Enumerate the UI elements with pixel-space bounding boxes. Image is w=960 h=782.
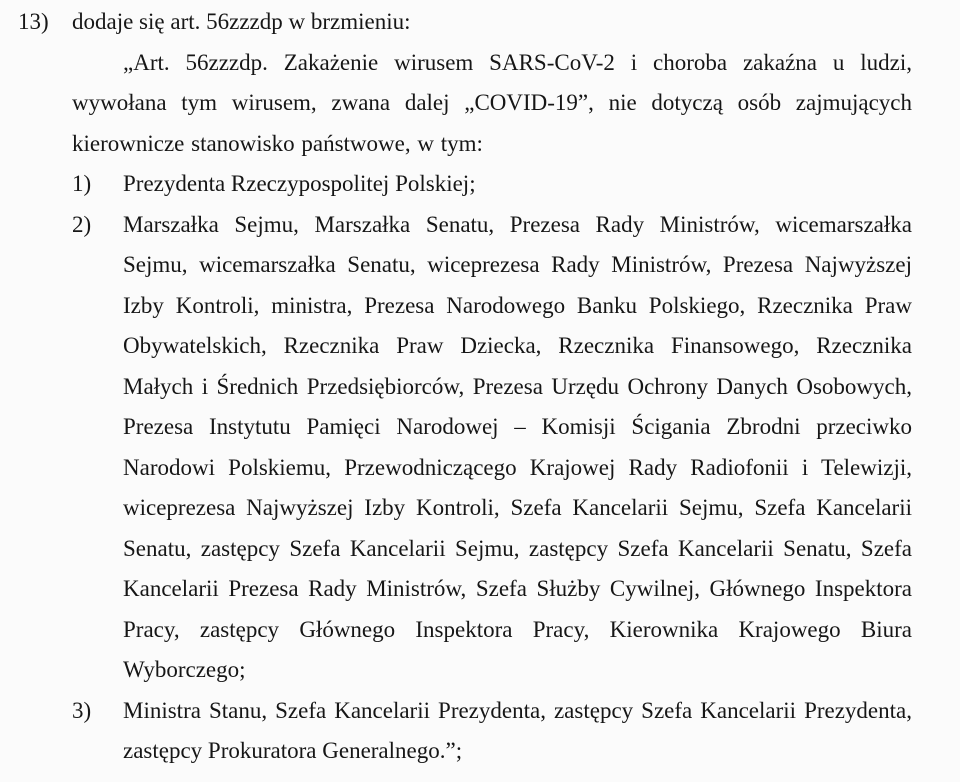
amendment-point	[0, 2, 960, 43]
article-text: „Art. 56zzzdp. Zakażenie wirusem SARS-CoV-2 i choroba zakaźna u ludzi, wywołana tym wirusem, zwana dalej „COVID-19”, nie dotyczą osób zajmujących kierownicze stanowisko państwowe, w tym:	[72, 49, 912, 156]
list-item-number: 2)	[72, 211, 92, 237]
enumeration-list	[0, 164, 960, 772]
amendment-heading: dodaje się art. 56zzzdp w brzmieniu:	[72, 9, 411, 34]
list-item-number: 1)	[72, 171, 92, 196]
list-item	[0, 205, 960, 691]
list-item-number: 3)	[72, 697, 92, 723]
amendment-number: 13)	[18, 9, 49, 34]
list-item-text: Prezydenta Rzeczypospolitej Polskiej;	[123, 171, 476, 196]
list-item	[0, 164, 960, 205]
list-item	[0, 691, 960, 772]
list-item-text: Marszałka Sejmu, Marszałka Senatu, Prezesa Rady Ministrów, wicemarszałka Sejmu, wicemarszałka Senatu, wiceprezesa Rady Ministrów, Prezesa Najwyższej Izby Kontroli, ministra, Prezesa Narodowego Banku Polskiego, Rzecznika Praw Obywatelskich, Rzecznika Praw Dziecka, Rzecznika Finansowego, Rzecznika Małych i Średnich Przedsiębiorców, Prezesa Urzędu Ochrony Danych Osobowych, Prezesa Instytutu Pamięci Narodowej – Komisji Ścigania Zbrodni przeciwko Narodowi Polskiemu, Przewodniczącego Krajowej Rady Radiofonii i Telewizji, wiceprezesa Najwyższej Izby Kontroli, Szefa Kancelarii Sejmu, Szefa Kancelarii Senatu, zastępcy Szefa Kancelarii Sejmu, zastępcy Szefa Kancelarii Senatu, Szefa Kancelarii Prezesa Rady Ministrów, Szefa Służby Cywilnej, Głównego Inspektora Pracy, zastępcy Głównego Inspektora Pracy, Kierownika Krajowego Biura Wyborczego;	[123, 211, 912, 682]
list-item-text: Ministra Stanu, Szefa Kancelarii Prezydenta, zastępcy Szefa Kancelarii Prezydenta, zastępcy Prokuratora Generalnego.”;	[123, 697, 912, 763]
